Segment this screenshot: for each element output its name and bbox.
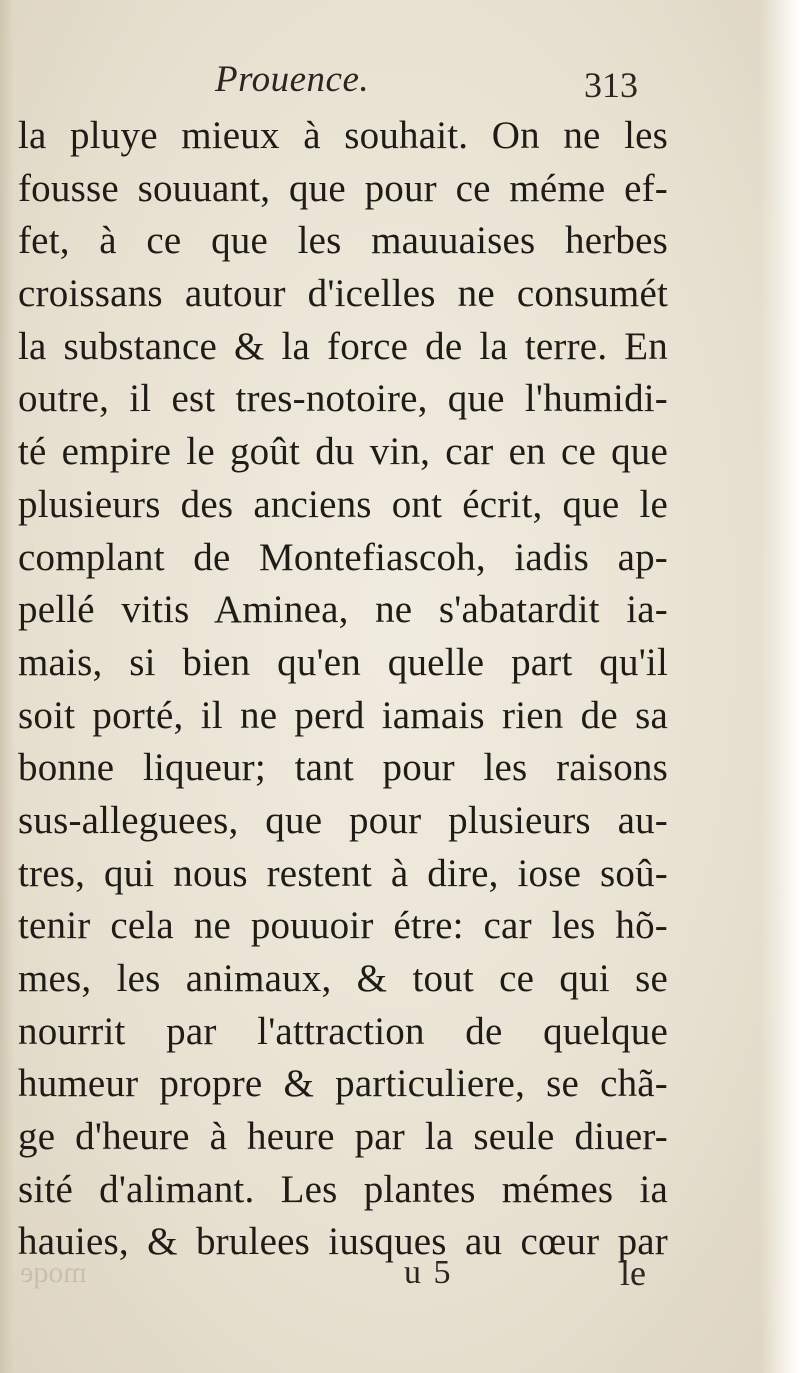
text-line: bonne liqueur; tant pour les raisons [18, 746, 668, 790]
page-gutter-shadow [0, 0, 14, 1373]
page-footer [0, 1252, 800, 1304]
text-line: pellé vitis Aminea, ne s'abatardit ia- [18, 588, 668, 632]
text-line: humeur propre & particuliere, se chã- [18, 1062, 668, 1106]
running-head [0, 58, 800, 104]
text-line: tres, qui nous restent à dire, iose soû- [18, 851, 668, 895]
text-line: outre, il est tres-notoire, que l'humidi- [18, 377, 668, 421]
text-line: croissans autour d'icelles ne consumét [18, 272, 668, 316]
text-line: hauies, & brulees iusques au cœur par [18, 1220, 668, 1264]
text-line: ge d'heure à heure par la seule diuer- [18, 1115, 668, 1159]
text-line: soit porté, il ne perd iamais rien de sa [18, 693, 668, 737]
text-line: sus-alleguees, que pour plusieurs au- [18, 798, 668, 842]
text-line: mais, si bien qu'en quelle part qu'il [18, 640, 668, 684]
signature-mark: u 5 [404, 1254, 453, 1291]
page-number: 313 [584, 65, 638, 105]
text-line: la substance & la force de la terre. En [18, 324, 668, 368]
text-line: complant de Montefiascoh, iadis ap- [18, 535, 668, 579]
text-line: plusieurs des anciens ont écrit, que le [18, 482, 668, 526]
text-line: fousse souuant, que pour ce méme ef- [18, 166, 668, 210]
running-head-title: Prouence. [215, 59, 370, 100]
text-line: tenir cela ne pouuoir étre: car les hõ- [18, 904, 668, 948]
text-line: té empire le goût du vin, car en ce que [18, 430, 668, 474]
show-through-text: moqe [20, 1256, 87, 1289]
text-line: nourrit par l'attraction de quelque [18, 1009, 668, 1053]
catchword: le [620, 1253, 646, 1293]
text-line: sité d'alimant. Les plantes mémes ia [18, 1167, 668, 1211]
text-line: fet, à ce que les mauuaises herbes [18, 219, 668, 263]
text-line: mes, les animaux, & tout ce qui se [18, 957, 668, 1000]
text-line: la pluye mieux à souhait. On ne les [18, 114, 668, 157]
body-text [18, 110, 668, 1269]
page-edge [760, 0, 800, 1373]
